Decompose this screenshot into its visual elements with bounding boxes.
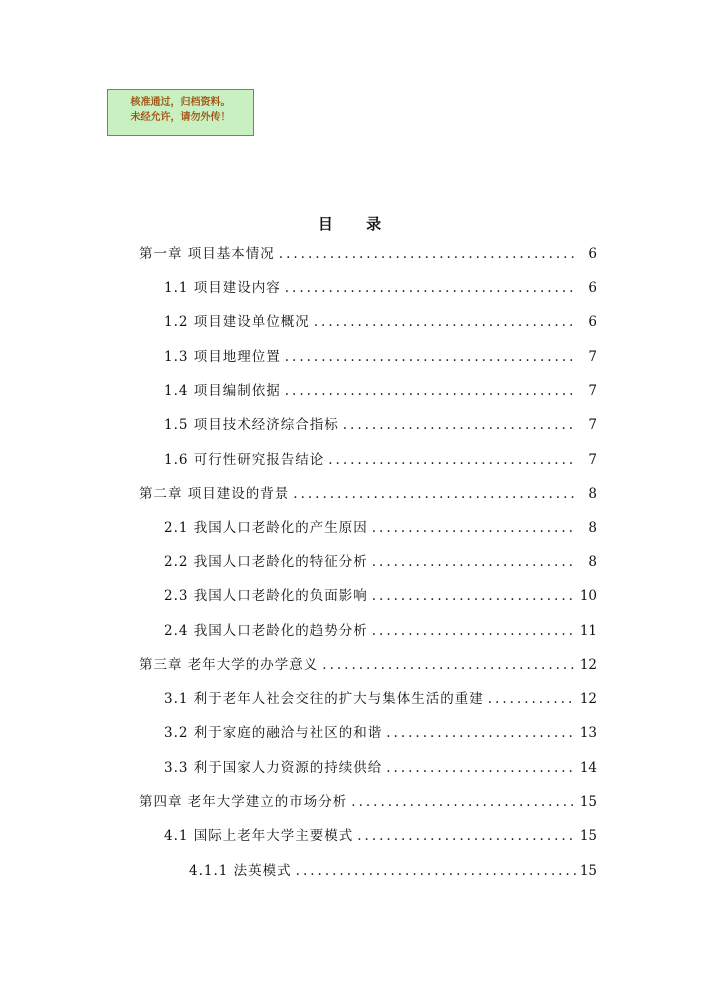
toc-entry-1-1[interactable] bbox=[164, 278, 597, 298]
toc-entry-2-2[interactable] bbox=[164, 552, 597, 572]
toc-entry-2-4[interactable] bbox=[164, 621, 597, 641]
toc-leader-dots bbox=[322, 655, 576, 675]
toc-entry-page: 15 bbox=[579, 828, 597, 844]
toc-leader-dots bbox=[372, 518, 577, 538]
toc-entry-label: 4.1.1 法英模式 bbox=[189, 863, 292, 879]
toc-leader-dots bbox=[343, 415, 577, 435]
toc-entry-page: 15 bbox=[579, 863, 597, 879]
toc-leader-dots bbox=[372, 586, 576, 606]
approval-stamp bbox=[107, 89, 254, 136]
stamp-line-1: 核准通过，归档资料。 bbox=[130, 97, 231, 108]
toc-leader-dots bbox=[293, 484, 577, 504]
toc-entry-label: 1.1 项目建设内容 bbox=[164, 280, 281, 296]
toc-entry-page: 7 bbox=[588, 417, 597, 433]
toc-entry-1-6[interactable] bbox=[164, 450, 597, 470]
toc-leader-dots bbox=[314, 312, 577, 332]
toc-entry-label: 3.3 利于国家人力资源的持续供给 bbox=[164, 760, 383, 776]
toc-entry-3-1[interactable] bbox=[164, 689, 597, 709]
toc-entry-label: 第三章 老年大学的办学意义 bbox=[139, 657, 319, 673]
toc-entry-page: 7 bbox=[588, 349, 597, 365]
toc-entry-1-5[interactable] bbox=[164, 415, 597, 435]
toc-entry-2-1[interactable] bbox=[164, 518, 597, 538]
toc-entry-page: 13 bbox=[579, 725, 597, 741]
toc-entry-label: 1.4 项目编制依据 bbox=[164, 383, 281, 399]
toc-entry-label: 第四章 老年大学建立的市场分析 bbox=[139, 794, 348, 810]
toc-entry-label: 1.5 项目技术经济综合指标 bbox=[164, 417, 339, 433]
toc-entry-label: 第二章 项目建设的背景 bbox=[139, 486, 290, 502]
toc-entry-label: 2.3 我国人口老龄化的负面影响 bbox=[164, 588, 368, 604]
toc-entry-page: 12 bbox=[579, 691, 597, 707]
toc-leader-dots bbox=[296, 861, 576, 881]
toc-entry-label: 2.4 我国人口老龄化的趋势分析 bbox=[164, 623, 368, 639]
toc-leader-dots bbox=[285, 278, 577, 298]
toc-entry-1-2[interactable] bbox=[164, 312, 597, 332]
toc-entry-page: 10 bbox=[579, 588, 597, 604]
toc-entry-chapter-3[interactable] bbox=[139, 655, 597, 675]
toc-entry-page: 8 bbox=[588, 520, 597, 536]
toc-entry-label: 1.6 可行性研究报告结论 bbox=[164, 452, 325, 468]
toc-entry-chapter-1[interactable] bbox=[139, 244, 597, 264]
toc-entry-4-1-1[interactable] bbox=[189, 861, 597, 881]
stamp-line-2: 未经允许，请勿外传！ bbox=[130, 112, 231, 123]
toc-entry-page: 8 bbox=[588, 554, 597, 570]
toc-entry-1-4[interactable] bbox=[164, 381, 597, 401]
toc-entry-chapter-4[interactable] bbox=[139, 792, 597, 812]
toc-entry-label: 4.1 国际上老年大学主要模式 bbox=[164, 828, 354, 844]
toc-entry-page: 6 bbox=[588, 314, 597, 330]
toc-entry-page: 6 bbox=[588, 280, 597, 296]
toc-entry-4-1[interactable] bbox=[164, 826, 597, 846]
toc-entry-3-3[interactable] bbox=[164, 758, 597, 778]
toc-entry-label: 3.2 利于家庭的融洽与社区的和谐 bbox=[164, 725, 383, 741]
toc-title: 目 录 bbox=[317, 215, 396, 233]
toc-leader-dots bbox=[285, 381, 577, 401]
toc-entry-page: 14 bbox=[579, 760, 597, 776]
toc-leader-dots bbox=[351, 792, 576, 812]
toc-entry-page: 15 bbox=[579, 794, 597, 810]
toc-entry-3-2[interactable] bbox=[164, 723, 597, 743]
toc-leader-dots bbox=[279, 244, 577, 264]
toc-entry-label: 第一章 项目基本情况 bbox=[139, 246, 275, 262]
toc-entry-page: 12 bbox=[579, 657, 597, 673]
toc-leader-dots bbox=[285, 347, 577, 367]
toc-entry-1-3[interactable] bbox=[164, 347, 597, 367]
toc-entry-chapter-2[interactable] bbox=[139, 484, 597, 504]
toc-leader-dots bbox=[488, 689, 576, 709]
toc-leader-dots bbox=[386, 758, 576, 778]
toc-entry-page: 7 bbox=[588, 383, 597, 399]
toc-entry-label: 1.3 项目地理位置 bbox=[164, 349, 281, 365]
toc-entry-page: 8 bbox=[588, 486, 597, 502]
toc-leader-dots bbox=[328, 450, 577, 470]
toc-leader-dots bbox=[372, 621, 576, 641]
toc-entry-page: 6 bbox=[588, 246, 597, 262]
toc-leader-dots bbox=[357, 826, 576, 846]
toc-entry-page: 7 bbox=[588, 452, 597, 468]
toc-leader-dots bbox=[386, 723, 576, 743]
toc-leader-dots bbox=[372, 552, 577, 572]
toc-entry-2-3[interactable] bbox=[164, 586, 597, 606]
toc-entry-page: 11 bbox=[579, 623, 597, 639]
toc-entry-label: 1.2 项目建设单位概况 bbox=[164, 314, 310, 330]
toc-entry-label: 3.1 利于老年人社会交往的扩大与集体生活的重建 bbox=[164, 691, 484, 707]
toc-entry-label: 2.2 我国人口老龄化的特征分析 bbox=[164, 554, 368, 570]
toc-entry-label: 2.1 我国人口老龄化的产生原因 bbox=[164, 520, 368, 536]
